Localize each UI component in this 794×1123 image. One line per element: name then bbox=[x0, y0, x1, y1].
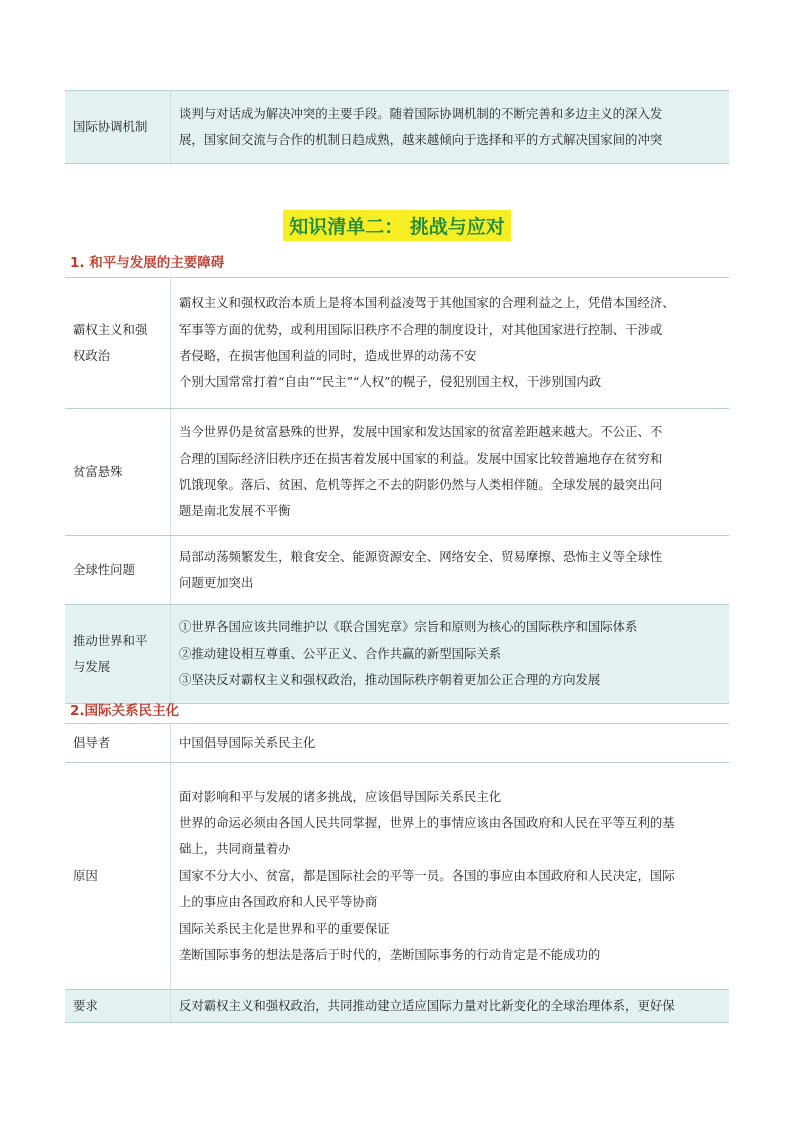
row-content bbox=[171, 724, 730, 763]
subheading-obstacles: 1. 和平与发展的主要障碍 bbox=[70, 255, 225, 271]
row-key: 推动世界和平 与发展 bbox=[65, 605, 171, 704]
table-row bbox=[65, 605, 729, 704]
table-row bbox=[65, 990, 729, 1023]
democratization-table bbox=[65, 723, 729, 1023]
row-key: 要求 bbox=[65, 990, 171, 1023]
row-content bbox=[171, 763, 730, 990]
row-content bbox=[171, 990, 730, 1023]
row-key: 贫富悬殊 bbox=[65, 409, 171, 536]
mechanism-table bbox=[65, 90, 729, 164]
content-line: 饥饿现象。落后、贫困、危机等挥之不去的阴影仍然与人类相伴随。全球发展的最突出问 bbox=[179, 477, 663, 492]
row-content bbox=[171, 91, 730, 164]
table-row bbox=[65, 278, 729, 409]
subheading-democratization: 2.国际关系民主化 bbox=[70, 703, 180, 719]
row-content bbox=[171, 536, 730, 605]
row-key: 霸权主义和强 权政治 bbox=[65, 278, 171, 409]
content-line: 础上，共同商量着办 bbox=[179, 841, 291, 857]
content-line: 世界的命运必须由各国人民共同掌握，世界上的事情应该由各国政府和人民在平等互利的基 bbox=[179, 814, 675, 830]
content-line: 垄断国际事务的想法是落后于时代的，垄断国际事务的行动肯定是不能成功的 bbox=[179, 947, 601, 963]
row-key: 国际协调机制 bbox=[65, 91, 171, 164]
obstacles-table bbox=[65, 277, 729, 704]
table-row bbox=[65, 763, 729, 990]
content-line: 反对霸权主义和强权政治，共同推动建立适应国际力量对比新变化的全球治理体系，更好保 bbox=[179, 997, 675, 1013]
content-line: 中国倡导国际关系民主化 bbox=[179, 734, 316, 750]
table-row bbox=[65, 409, 729, 536]
row-key: 原因 bbox=[65, 763, 171, 990]
row-content bbox=[171, 278, 730, 409]
content-line: ③坚决反对霸权主义和强权政治，推动国际秩序朝着更加公正合理的方向发展 bbox=[179, 672, 601, 688]
content-line: 面对影响和平与发展的诸多挑战，应该倡导国际关系民主化 bbox=[179, 788, 502, 804]
content-line: 展，国家间交流与合作的机制日趋成熟，越来越倾向于选择和平的方式解决国家间的冲突 bbox=[179, 132, 663, 147]
content-line: 者侵略，在损害他国利益的同时，造成世界的动荡不安 bbox=[179, 348, 477, 363]
content-line: 国际关系民主化是世界和平的重要保证 bbox=[179, 920, 390, 936]
content-line: 题是南北发展不平衡 bbox=[179, 503, 291, 519]
row-content bbox=[171, 605, 730, 704]
content-line: 国家不分大小、贫富，都是国际社会的平等一员。各国的事应由本国政府和人民决定，国际 bbox=[179, 867, 675, 883]
content-line: ①世界各国应该共同维护以《联合国宪章》宗旨和原则为核心的国际秩序和国际体系 bbox=[179, 619, 638, 635]
content-line: 谈判与对话成为解决冲突的主要手段。随着国际协调机制的不断完善和多边主义的深入发 bbox=[179, 105, 663, 121]
content-line: 当今世界仍是贫富悬殊的世界，发展中国家和发达国家的贫富差距越来越大。不公正、不 bbox=[179, 424, 663, 440]
row-content bbox=[171, 409, 730, 536]
content-line: 个别大国常常打着“自由”“民主”“人权”的幌子，侵犯别国主权，干涉别国内政 bbox=[179, 374, 602, 390]
content-line: ②推动建设相互尊重、公平正义、合作共赢的新型国际关系 bbox=[179, 645, 502, 661]
content-line: 合理的国际经济旧秩序还在损害着发展中国家的利益。发展中国家比较普遍地存在贫穷和 bbox=[179, 450, 663, 466]
row-key: 全球性问题 bbox=[65, 536, 171, 605]
content-line: 局部动荡频繁发生，粮食安全、能源资源安全、网络安全、贸易摩擦、恐怖主义等全球性 bbox=[179, 548, 663, 564]
content-line: 霸权主义和强权政治本质上是将本国利益凌驾于其他国家的合理利益之上，凭借本国经济、 bbox=[179, 295, 675, 311]
content-line: 问题更加突出 bbox=[179, 575, 254, 590]
row-key: 倡导者 bbox=[65, 724, 171, 763]
section-title-wrap bbox=[0, 210, 794, 241]
table-row bbox=[65, 724, 729, 763]
table-row bbox=[65, 91, 729, 164]
section-title: 知识清单二： 挑战与应对 bbox=[283, 210, 511, 241]
content-line: 军事等方面的优势，或利用国际旧秩序不合理的制度设计，对其他国家进行控制、干涉或 bbox=[179, 321, 663, 337]
content-line: 上的事应由各国政府和人民平等协商 bbox=[179, 894, 378, 910]
table-row bbox=[65, 536, 729, 605]
